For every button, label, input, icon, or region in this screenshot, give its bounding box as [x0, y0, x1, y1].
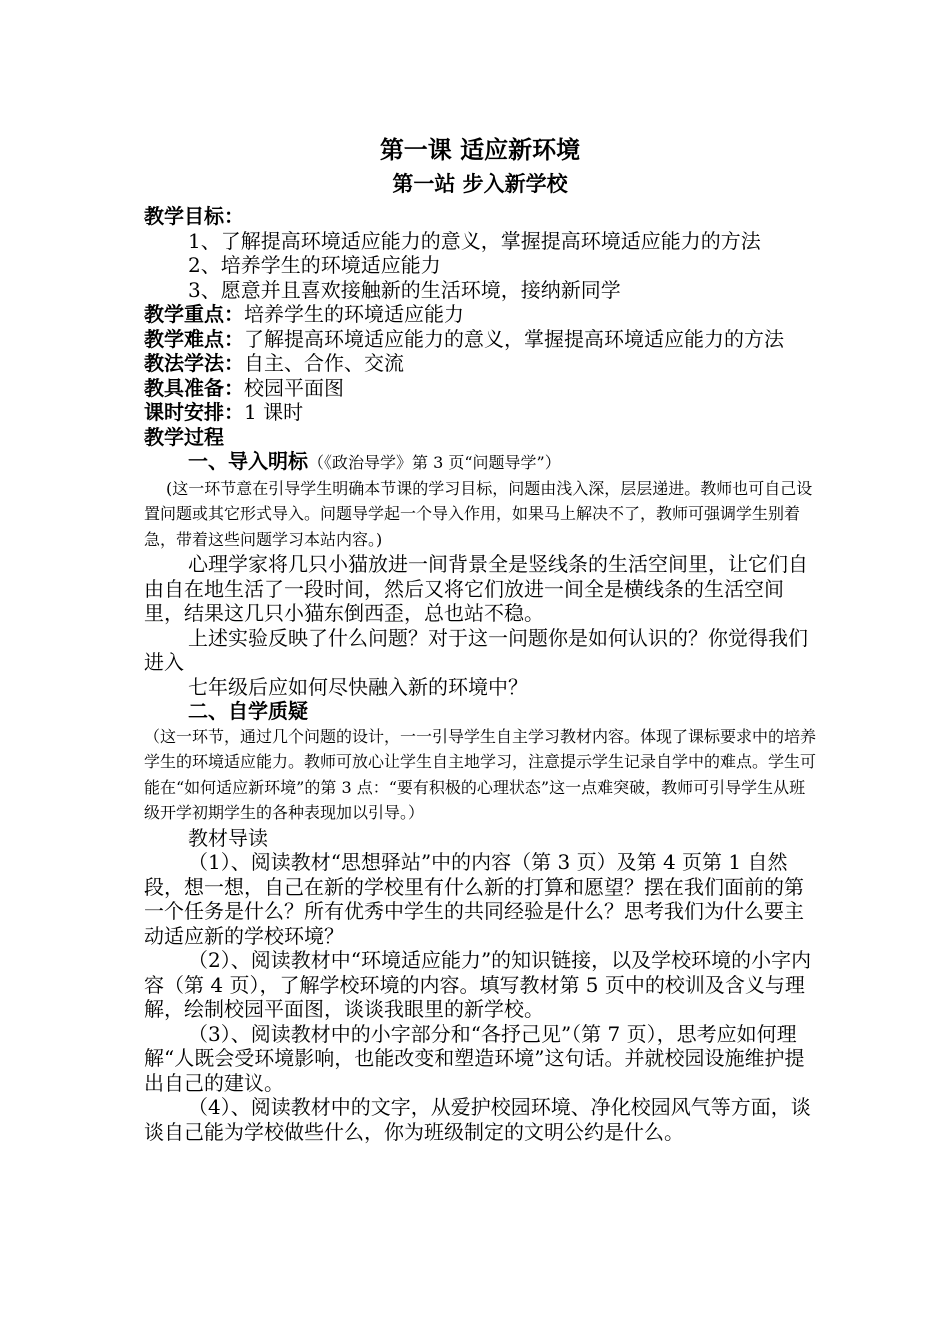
aids-row	[144, 376, 816, 401]
objectives-label: 教学目标：	[144, 204, 244, 228]
reading-item: （2）、阅读教材中“环境适应能力”的知识链接，以及学校环境的小字内容（第 4 页），了解学校环境的内容。填写教材第 5 页中的校训及含义与理解，绘制校园平面图，谈谈我眼里的新学校。	[144, 948, 812, 1021]
reading-item: （4）、阅读教材中的文字，从爱护校园环境、净化校园风气等方面，谈谈自己能为学校做些什么，你为班级制定的文明公约是什么。	[144, 1095, 811, 1144]
difficulty-text: 了解提高环境适应能力的意义，掌握提高环境适应能力的方法	[244, 326, 784, 351]
process-heading	[144, 425, 816, 450]
reading-item: （3）、阅读教材中的小字部分和“各抒己见”（第 7 页），思考应如何理解“人既会受环境影响，也能改变和塑造环境”这句话。并就校园设施维护提出自己的建议。	[144, 1021, 805, 1095]
process-label: 教学过程	[144, 424, 224, 449]
section1-paragraph: 心理学家将几只小猫放进一间背景全是竖线条的生活空间里，让它们自由自在地生活了一段时间，然后又将它们放进一间全是横线条的生活空间里，结果这几只小猫东倒西歪，总也站不稳。	[144, 552, 808, 625]
document-page	[144, 132, 816, 1144]
schedule-label: 课时安排：	[144, 400, 244, 424]
objective-item: 1、了解提高环境适应能力的意义，掌握提高环境适应能力的方法	[188, 228, 761, 253]
difficulty-row	[144, 327, 816, 352]
reading-label: 教材导读	[188, 825, 268, 850]
methods-label: 教法学法：	[144, 351, 244, 375]
section2-heading-row	[144, 699, 816, 724]
key-point-text: 培养学生的环境适应能力	[244, 302, 464, 326]
section1-heading: 一、导入明标	[188, 449, 308, 473]
schedule-row	[144, 400, 816, 425]
difficulty-label: 教学难点：	[144, 326, 244, 351]
key-point-label: 教学重点：	[144, 302, 244, 326]
methods-text: 自主、合作、交流	[244, 351, 404, 375]
aids-label: 教具准备：	[144, 375, 244, 400]
section2-note: （这一环节，通过几个问题的设计，一一引导学生自主学习教材内容。体现了课标要求中的培养学生的环境适应能力。教师可放心让学生自主地学习，注意提示学生记录自学中的难点。学生可能在“如何适应新环境”的第 3 点：“要有积极的心理状态”这一点难突破，教师可引导学生从班级开学初期学生的各种表现加以引导。）	[144, 726, 817, 822]
lesson-title: 第一课 适应新环境	[379, 136, 581, 164]
reading-item: （1）、阅读教材“思想驿站”中的内容（第 3 页）及第 4 页第 1 自然段，想一想，自己在新的学校里有什么新的打算和愿望？摆在我们面前的第一个任务是什么？所有优秀中学生的共同经验是什么？思考我们为什么要主动适应新的学校环境？	[144, 850, 804, 948]
objective-item: 3、愿意并且喜欢接触新的生活环境，接纳新同学	[188, 277, 621, 302]
lesson-subtitle: 第一站 步入新学校	[392, 172, 568, 196]
section1-paragraph: 七年级后应如何尽快融入新的环境中？	[188, 674, 528, 699]
schedule-text: 1 课时	[244, 400, 304, 424]
section1-paragraph: 上述实验反映了什么问题？对于这一问题你是如何认识的？你觉得我们进入	[144, 625, 808, 674]
objective-item: 2、培养学生的环境适应能力	[188, 253, 441, 277]
key-point-row	[144, 302, 816, 327]
methods-row	[144, 351, 816, 376]
aids-text: 校园平面图	[244, 375, 344, 400]
objectives-heading	[144, 204, 816, 229]
section1-heading-row	[144, 449, 816, 476]
section1-reference: （《政治导学》第 3 页“问题导学”）	[308, 453, 561, 472]
section2-heading: 二、自学质疑	[188, 699, 308, 723]
section1-note: (这一环节意在引导学生明确本节课的学习目标，问题由浅入深，层层递进。教师也可自己设置问题或其它形式导入。问题导学起一个导入作用，如果马上解决不了，教师可强调学生别着急，带着这些问题学习本站内容。)	[144, 478, 813, 549]
